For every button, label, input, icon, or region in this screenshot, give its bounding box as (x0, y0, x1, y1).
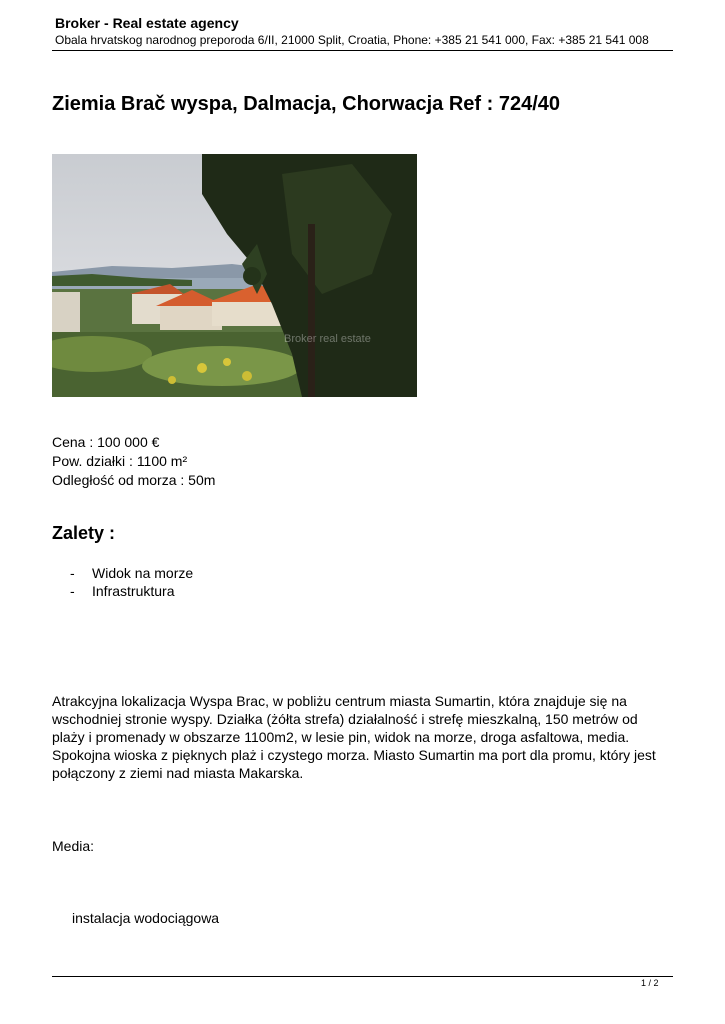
list-item (70, 564, 193, 582)
property-photo (52, 154, 417, 397)
company-address: Obala hrvatskog narodnog preporoda 6/II, 21000 Split, Croatia, Phone: +385 21 541 000, Fax: +385 21 541 008 (55, 33, 649, 47)
header-divider (52, 50, 673, 51)
advantage-label: Infrastruktura (92, 583, 175, 599)
list-bullet: - (70, 565, 75, 581)
advantages-list (70, 564, 193, 600)
distance-to-sea: Odległość od morza : 50m (52, 472, 216, 488)
photo-watermark: Broker real estate (284, 333, 371, 345)
footer-divider (52, 976, 673, 977)
list-item (70, 582, 193, 600)
plot-area: Pow. działki : 1100 m² (52, 453, 188, 469)
media-item: instalacja wodociągowa (72, 910, 220, 926)
page-number: 1 / 2 (641, 978, 659, 988)
description: Atrakcyjna lokalizacja Wyspa Brac, w pobliżu centrum miasta Sumartin, która znajduje się na wschodniej stronie wyspy. Działka (żółta strefa) działalność i strefę mieszkalną, 150 metrów od plaży i promenady w obszarze 1100m2, w lesie pin, widok na morze, droga asfaltowa, media. Spokojna wioska z pięknych plaż i czystego morza. Miasto Sumartin ma port dla promu, który jest połączony z ziemi nad miasta Makarska. (52, 693, 656, 781)
media-heading: Media: (52, 838, 95, 854)
list-bullet: - (70, 583, 75, 599)
listing-title: Ziemia Brač wyspa, Dalmacja, Chorwacja Ref : 724/40 (52, 93, 561, 115)
advantages-heading: Zalety : (52, 523, 116, 543)
company-name: Broker - Real estate agency (55, 15, 239, 31)
price: Cena : 100 000 € (52, 434, 160, 450)
advantage-label: Widok na morze (92, 565, 194, 581)
property-facts (52, 433, 215, 490)
